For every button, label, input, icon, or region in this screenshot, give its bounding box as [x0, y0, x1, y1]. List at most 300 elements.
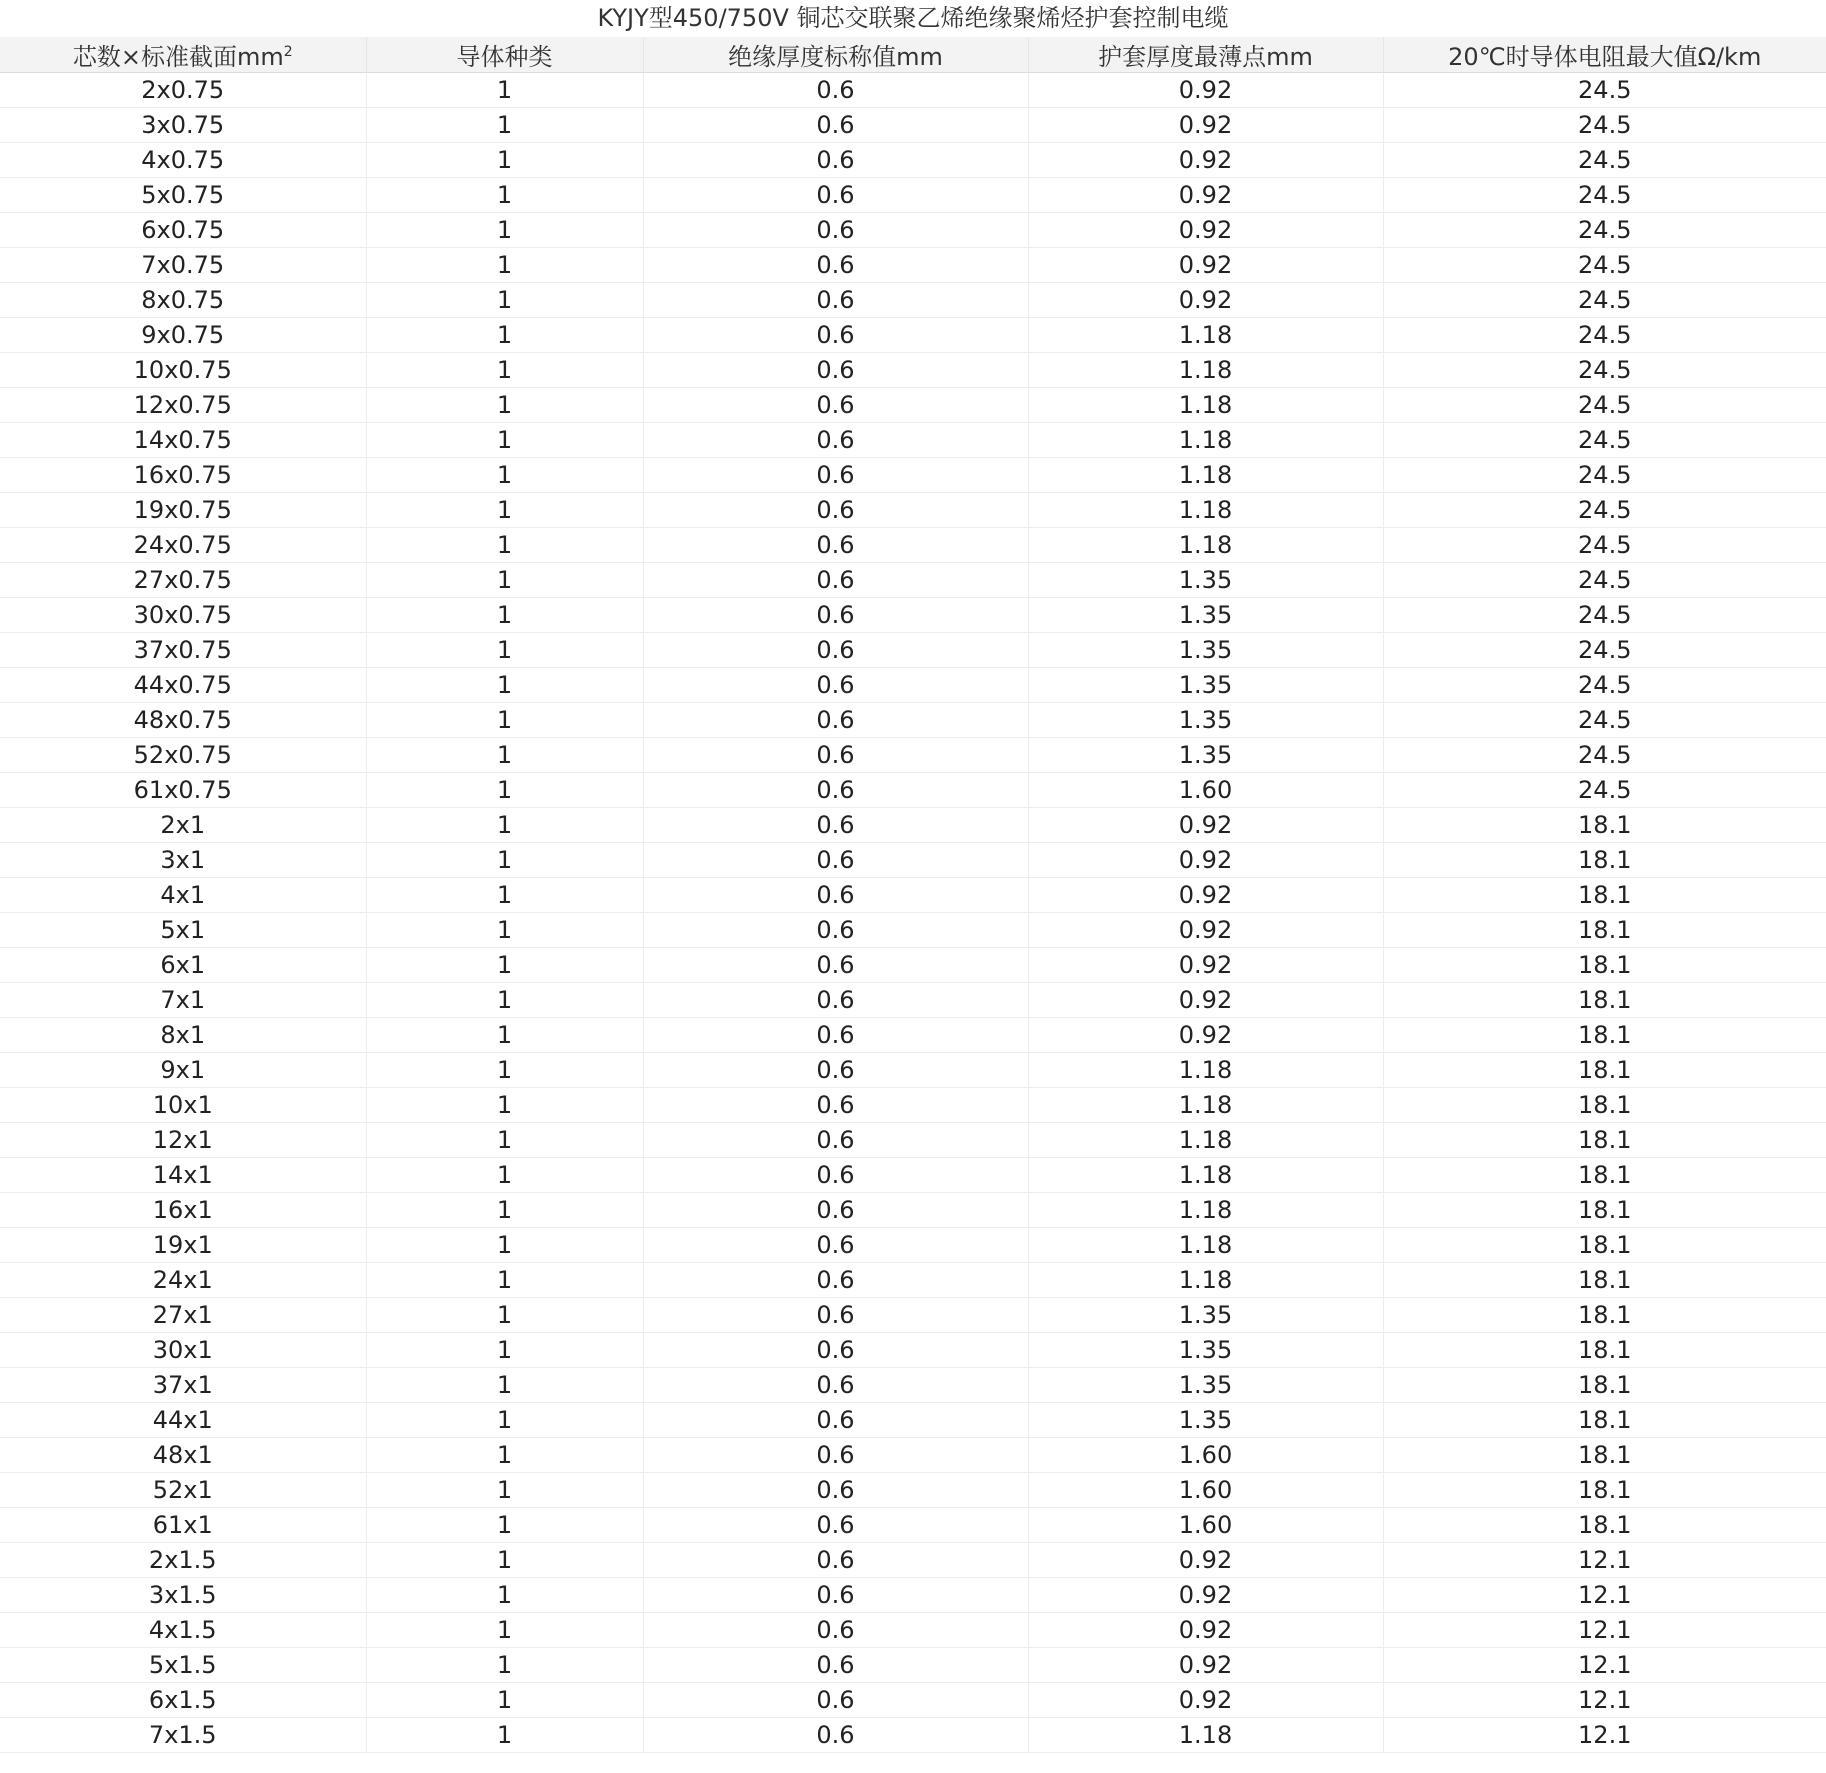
cell-spec: 10x1 [0, 1088, 366, 1123]
cell-spec: 14x1 [0, 1158, 366, 1193]
cell-spec: 61x1 [0, 1508, 366, 1543]
header-conductor-class: 导体种类 [366, 37, 643, 73]
cell-resistance: 12.1 [1383, 1683, 1826, 1718]
cell-resistance: 24.5 [1383, 353, 1826, 388]
cell-sheath: 1.18 [1028, 1088, 1383, 1123]
table-row [0, 73, 1826, 108]
cell-conductor-class: 1 [366, 703, 643, 738]
cell-sheath: 1.18 [1028, 1228, 1383, 1263]
header-sheath-thickness: 护套厚度最薄点mm [1028, 37, 1383, 73]
cell-resistance: 18.1 [1383, 913, 1826, 948]
cell-insulation: 0.6 [643, 1683, 1028, 1718]
cell-insulation: 0.6 [643, 1158, 1028, 1193]
cell-spec: 8x1 [0, 1018, 366, 1053]
cell-spec: 27x0.75 [0, 563, 366, 598]
cell-sheath: 1.35 [1028, 1368, 1383, 1403]
cell-insulation: 0.6 [643, 528, 1028, 563]
table-row [0, 1543, 1826, 1578]
cell-insulation: 0.6 [643, 213, 1028, 248]
cell-resistance: 12.1 [1383, 1648, 1826, 1683]
cell-sheath: 0.92 [1028, 1683, 1383, 1718]
table-row [0, 353, 1826, 388]
cell-insulation: 0.6 [643, 353, 1028, 388]
cell-resistance: 18.1 [1383, 1088, 1826, 1123]
cell-sheath: 1.35 [1028, 668, 1383, 703]
cell-resistance: 24.5 [1383, 318, 1826, 353]
cell-spec: 19x1 [0, 1228, 366, 1263]
cell-conductor-class: 1 [366, 528, 643, 563]
cell-conductor-class: 1 [366, 458, 643, 493]
cell-resistance: 24.5 [1383, 738, 1826, 773]
cell-insulation: 0.6 [643, 598, 1028, 633]
table-row [0, 1298, 1826, 1333]
cell-insulation: 0.6 [643, 1263, 1028, 1298]
header-spec-superscript: 2 [283, 44, 293, 60]
cell-resistance: 24.5 [1383, 633, 1826, 668]
cell-sheath: 1.35 [1028, 1298, 1383, 1333]
cell-resistance: 24.5 [1383, 493, 1826, 528]
cell-spec: 6x1 [0, 948, 366, 983]
cell-sheath: 1.35 [1028, 1403, 1383, 1438]
cell-resistance: 24.5 [1383, 108, 1826, 143]
cell-conductor-class: 1 [366, 1543, 643, 1578]
table-row [0, 1053, 1826, 1088]
cell-resistance: 12.1 [1383, 1578, 1826, 1613]
cell-conductor-class: 1 [366, 108, 643, 143]
cell-conductor-class: 1 [366, 563, 643, 598]
cell-conductor-class: 1 [366, 948, 643, 983]
table-row [0, 1368, 1826, 1403]
table-row [0, 1403, 1826, 1438]
table-row [0, 423, 1826, 458]
cell-resistance: 18.1 [1383, 1473, 1826, 1508]
cell-spec: 52x0.75 [0, 738, 366, 773]
cell-spec: 7x1 [0, 983, 366, 1018]
cell-resistance: 12.1 [1383, 1718, 1826, 1753]
cell-sheath: 0.92 [1028, 1578, 1383, 1613]
table-row [0, 983, 1826, 1018]
cell-conductor-class: 1 [366, 248, 643, 283]
table-row [0, 843, 1826, 878]
cell-sheath: 1.35 [1028, 1333, 1383, 1368]
cell-spec: 5x1.5 [0, 1648, 366, 1683]
cell-conductor-class: 1 [366, 1648, 643, 1683]
cell-sheath: 1.18 [1028, 1158, 1383, 1193]
cell-spec: 14x0.75 [0, 423, 366, 458]
cell-insulation: 0.6 [643, 878, 1028, 913]
cell-sheath: 1.35 [1028, 703, 1383, 738]
cell-insulation: 0.6 [643, 1613, 1028, 1648]
cell-sheath: 0.92 [1028, 178, 1383, 213]
header-conductor-resistance: 20℃时导体电阻最大值Ω/km [1383, 37, 1826, 73]
cell-spec: 4x0.75 [0, 143, 366, 178]
table-row [0, 178, 1826, 213]
table-row [0, 1088, 1826, 1123]
cell-conductor-class: 1 [366, 878, 643, 913]
cell-resistance: 24.5 [1383, 388, 1826, 423]
cell-resistance: 18.1 [1383, 1018, 1826, 1053]
table-row [0, 1018, 1826, 1053]
cell-insulation: 0.6 [643, 178, 1028, 213]
cell-resistance: 18.1 [1383, 1123, 1826, 1158]
cell-resistance: 24.5 [1383, 248, 1826, 283]
cell-conductor-class: 1 [366, 1718, 643, 1753]
cell-insulation: 0.6 [643, 318, 1028, 353]
cell-sheath: 0.92 [1028, 108, 1383, 143]
cell-resistance: 24.5 [1383, 528, 1826, 563]
cell-sheath: 0.92 [1028, 1543, 1383, 1578]
cell-resistance: 24.5 [1383, 458, 1826, 493]
cell-sheath: 0.92 [1028, 1648, 1383, 1683]
cell-conductor-class: 1 [366, 1368, 643, 1403]
cell-spec: 24x1 [0, 1263, 366, 1298]
cell-insulation: 0.6 [643, 1718, 1028, 1753]
cell-insulation: 0.6 [643, 1543, 1028, 1578]
cell-sheath: 0.92 [1028, 73, 1383, 108]
cell-sheath: 0.92 [1028, 1613, 1383, 1648]
cell-spec: 37x0.75 [0, 633, 366, 668]
cell-sheath: 1.18 [1028, 423, 1383, 458]
table-row [0, 563, 1826, 598]
cell-insulation: 0.6 [643, 703, 1028, 738]
table-row [0, 703, 1826, 738]
cell-conductor-class: 1 [366, 493, 643, 528]
cell-insulation: 0.6 [643, 1438, 1028, 1473]
cell-resistance: 18.1 [1383, 1158, 1826, 1193]
cell-spec: 16x1 [0, 1193, 366, 1228]
table-row [0, 1648, 1826, 1683]
cell-insulation: 0.6 [643, 143, 1028, 178]
table-row [0, 808, 1826, 843]
cell-insulation: 0.6 [643, 808, 1028, 843]
cell-sheath: 0.92 [1028, 283, 1383, 318]
cell-conductor-class: 1 [366, 1263, 643, 1298]
cell-resistance: 18.1 [1383, 1403, 1826, 1438]
table-row [0, 213, 1826, 248]
cell-spec: 6x0.75 [0, 213, 366, 248]
cell-insulation: 0.6 [643, 773, 1028, 808]
cell-insulation: 0.6 [643, 1333, 1028, 1368]
cell-insulation: 0.6 [643, 1088, 1028, 1123]
table-row [0, 1508, 1826, 1543]
cell-resistance: 24.5 [1383, 178, 1826, 213]
cell-spec: 9x0.75 [0, 318, 366, 353]
table-title: KYJY型450/750V 铜芯交联聚乙烯绝缘聚烯烃护套控制电缆 [0, 0, 1826, 37]
cell-insulation: 0.6 [643, 563, 1028, 598]
table-row [0, 633, 1826, 668]
cell-conductor-class: 1 [366, 738, 643, 773]
cell-spec: 37x1 [0, 1368, 366, 1403]
cell-sheath: 1.18 [1028, 1193, 1383, 1228]
cell-resistance: 18.1 [1383, 948, 1826, 983]
header-spec [0, 37, 366, 73]
cell-insulation: 0.6 [643, 423, 1028, 458]
table-row [0, 668, 1826, 703]
cell-resistance: 18.1 [1383, 1298, 1826, 1333]
cell-conductor-class: 1 [366, 1088, 643, 1123]
cell-spec: 5x0.75 [0, 178, 366, 213]
cell-spec: 8x0.75 [0, 283, 366, 318]
table-header [0, 37, 1826, 73]
cell-sheath: 1.60 [1028, 1438, 1383, 1473]
cell-sheath: 1.60 [1028, 1473, 1383, 1508]
cell-sheath: 1.35 [1028, 738, 1383, 773]
cell-spec: 19x0.75 [0, 493, 366, 528]
cell-conductor-class: 1 [366, 913, 643, 948]
table-row [0, 388, 1826, 423]
cell-resistance: 24.5 [1383, 668, 1826, 703]
cell-sheath: 1.18 [1028, 528, 1383, 563]
cell-sheath: 0.92 [1028, 843, 1383, 878]
cell-spec: 3x1.5 [0, 1578, 366, 1613]
cell-insulation: 0.6 [643, 913, 1028, 948]
cell-insulation: 0.6 [643, 73, 1028, 108]
cell-sheath: 1.18 [1028, 388, 1383, 423]
cell-conductor-class: 1 [366, 1018, 643, 1053]
cell-sheath: 0.92 [1028, 248, 1383, 283]
cell-resistance: 18.1 [1383, 1053, 1826, 1088]
cell-conductor-class: 1 [366, 1158, 643, 1193]
cell-insulation: 0.6 [643, 1578, 1028, 1613]
cell-sheath: 1.60 [1028, 773, 1383, 808]
cell-conductor-class: 1 [366, 353, 643, 388]
cell-insulation: 0.6 [643, 388, 1028, 423]
cell-insulation: 0.6 [643, 1053, 1028, 1088]
cell-sheath: 1.18 [1028, 318, 1383, 353]
cell-resistance: 24.5 [1383, 773, 1826, 808]
cell-conductor-class: 1 [366, 1123, 643, 1158]
header-row [0, 37, 1826, 73]
cell-spec: 52x1 [0, 1473, 366, 1508]
cell-resistance: 18.1 [1383, 1438, 1826, 1473]
cell-conductor-class: 1 [366, 843, 643, 878]
table-row [0, 1438, 1826, 1473]
cell-insulation: 0.6 [643, 108, 1028, 143]
cell-spec: 4x1.5 [0, 1613, 366, 1648]
table-row [0, 283, 1826, 318]
table-row [0, 1158, 1826, 1193]
cell-spec: 30x0.75 [0, 598, 366, 633]
table-row [0, 773, 1826, 808]
cell-conductor-class: 1 [366, 808, 643, 843]
cell-conductor-class: 1 [366, 1403, 643, 1438]
cell-spec: 2x1 [0, 808, 366, 843]
table-row [0, 1473, 1826, 1508]
table-row [0, 948, 1826, 983]
cell-resistance: 18.1 [1383, 1228, 1826, 1263]
cell-spec: 48x1 [0, 1438, 366, 1473]
cell-conductor-class: 1 [366, 283, 643, 318]
table-body [0, 73, 1826, 1753]
cell-conductor-class: 1 [366, 668, 643, 703]
cell-sheath: 1.18 [1028, 1718, 1383, 1753]
table-row [0, 458, 1826, 493]
cell-insulation: 0.6 [643, 1298, 1028, 1333]
cell-sheath: 0.92 [1028, 143, 1383, 178]
cell-conductor-class: 1 [366, 73, 643, 108]
cell-sheath: 0.92 [1028, 213, 1383, 248]
cell-sheath: 0.92 [1028, 878, 1383, 913]
table-row [0, 143, 1826, 178]
cell-insulation: 0.6 [643, 633, 1028, 668]
cell-spec: 27x1 [0, 1298, 366, 1333]
cell-conductor-class: 1 [366, 1473, 643, 1508]
cell-insulation: 0.6 [643, 1508, 1028, 1543]
cell-spec: 24x0.75 [0, 528, 366, 563]
cell-sheath: 0.92 [1028, 948, 1383, 983]
cell-resistance: 12.1 [1383, 1543, 1826, 1578]
cell-conductor-class: 1 [366, 1438, 643, 1473]
table-row [0, 1683, 1826, 1718]
cell-resistance: 18.1 [1383, 1508, 1826, 1543]
cell-resistance: 18.1 [1383, 1193, 1826, 1228]
cell-conductor-class: 1 [366, 318, 643, 353]
cell-spec: 61x0.75 [0, 773, 366, 808]
cell-sheath: 1.18 [1028, 1053, 1383, 1088]
table-row [0, 878, 1826, 913]
table-row [0, 1193, 1826, 1228]
cell-insulation: 0.6 [643, 458, 1028, 493]
cell-resistance: 18.1 [1383, 843, 1826, 878]
cell-resistance: 24.5 [1383, 423, 1826, 458]
table-row [0, 1333, 1826, 1368]
cell-sheath: 1.18 [1028, 458, 1383, 493]
cell-resistance: 24.5 [1383, 563, 1826, 598]
cell-sheath: 1.35 [1028, 598, 1383, 633]
cell-spec: 4x1 [0, 878, 366, 913]
cell-conductor-class: 1 [366, 983, 643, 1018]
cell-conductor-class: 1 [366, 213, 643, 248]
cell-spec: 6x1.5 [0, 1683, 366, 1718]
cell-spec: 44x0.75 [0, 668, 366, 703]
cell-conductor-class: 1 [366, 633, 643, 668]
cell-insulation: 0.6 [643, 1193, 1028, 1228]
cell-insulation: 0.6 [643, 668, 1028, 703]
cell-spec: 9x1 [0, 1053, 366, 1088]
cell-insulation: 0.6 [643, 283, 1028, 318]
cell-sheath: 1.35 [1028, 563, 1383, 598]
cell-insulation: 0.6 [643, 493, 1028, 528]
cell-resistance: 18.1 [1383, 983, 1826, 1018]
cell-conductor-class: 1 [366, 1053, 643, 1088]
cell-insulation: 0.6 [643, 1018, 1028, 1053]
cell-conductor-class: 1 [366, 773, 643, 808]
cell-conductor-class: 1 [366, 1333, 643, 1368]
cell-insulation: 0.6 [643, 1473, 1028, 1508]
cell-spec: 30x1 [0, 1333, 366, 1368]
cell-insulation: 0.6 [643, 1368, 1028, 1403]
cell-insulation: 0.6 [643, 983, 1028, 1018]
cell-resistance: 18.1 [1383, 878, 1826, 913]
cell-conductor-class: 1 [366, 1613, 643, 1648]
cell-conductor-class: 1 [366, 423, 643, 458]
table-row [0, 913, 1826, 948]
cell-sheath: 0.92 [1028, 808, 1383, 843]
table-row [0, 1578, 1826, 1613]
cell-conductor-class: 1 [366, 1578, 643, 1613]
cell-conductor-class: 1 [366, 178, 643, 213]
cell-conductor-class: 1 [366, 388, 643, 423]
cell-conductor-class: 1 [366, 1298, 643, 1333]
cell-conductor-class: 1 [366, 598, 643, 633]
cell-sheath: 1.60 [1028, 1508, 1383, 1543]
cell-spec: 3x0.75 [0, 108, 366, 143]
cell-resistance: 18.1 [1383, 1368, 1826, 1403]
header-insulation-thickness: 绝缘厚度标称值mm [643, 37, 1028, 73]
cell-sheath: 0.92 [1028, 1018, 1383, 1053]
table-row [0, 1613, 1826, 1648]
cell-spec: 12x0.75 [0, 388, 366, 423]
cell-spec: 16x0.75 [0, 458, 366, 493]
table-row [0, 1263, 1826, 1298]
cell-insulation: 0.6 [643, 948, 1028, 983]
cell-sheath: 1.18 [1028, 493, 1383, 528]
cell-resistance: 12.1 [1383, 1613, 1826, 1648]
cell-conductor-class: 1 [366, 1228, 643, 1263]
cell-conductor-class: 1 [366, 143, 643, 178]
cell-spec: 48x0.75 [0, 703, 366, 738]
header-spec-label: 芯数×标准截面mm [72, 43, 284, 71]
cell-insulation: 0.6 [643, 1648, 1028, 1683]
cell-resistance: 18.1 [1383, 1333, 1826, 1368]
cell-spec: 10x0.75 [0, 353, 366, 388]
cell-insulation: 0.6 [643, 1403, 1028, 1438]
cell-conductor-class: 1 [366, 1683, 643, 1718]
cell-resistance: 18.1 [1383, 808, 1826, 843]
table-row [0, 493, 1826, 528]
cell-resistance: 24.5 [1383, 213, 1826, 248]
cell-resistance: 24.5 [1383, 283, 1826, 318]
cell-spec: 44x1 [0, 1403, 366, 1438]
table-row [0, 598, 1826, 633]
cell-spec: 2x1.5 [0, 1543, 366, 1578]
cell-sheath: 1.18 [1028, 1123, 1383, 1158]
table-row [0, 108, 1826, 143]
cell-spec: 7x1.5 [0, 1718, 366, 1753]
cell-resistance: 24.5 [1383, 143, 1826, 178]
cell-resistance: 18.1 [1383, 1263, 1826, 1298]
table-row [0, 528, 1826, 563]
cell-insulation: 0.6 [643, 248, 1028, 283]
cell-spec: 3x1 [0, 843, 366, 878]
cell-spec: 5x1 [0, 913, 366, 948]
table-row [0, 1123, 1826, 1158]
cell-insulation: 0.6 [643, 738, 1028, 773]
cell-insulation: 0.6 [643, 1123, 1028, 1158]
table-row [0, 318, 1826, 353]
cell-sheath: 1.18 [1028, 1263, 1383, 1298]
cell-sheath: 1.18 [1028, 353, 1383, 388]
table-row [0, 248, 1826, 283]
cell-spec: 12x1 [0, 1123, 366, 1158]
cell-conductor-class: 1 [366, 1193, 643, 1228]
cell-spec: 7x0.75 [0, 248, 366, 283]
cell-spec: 2x0.75 [0, 73, 366, 108]
cell-conductor-class: 1 [366, 1508, 643, 1543]
table-row [0, 1228, 1826, 1263]
cable-spec-table [0, 37, 1826, 1753]
cell-sheath: 0.92 [1028, 913, 1383, 948]
table-row [0, 738, 1826, 773]
cell-sheath: 1.35 [1028, 633, 1383, 668]
cell-sheath: 0.92 [1028, 983, 1383, 1018]
cell-insulation: 0.6 [643, 1228, 1028, 1263]
cell-resistance: 24.5 [1383, 703, 1826, 738]
cell-resistance: 24.5 [1383, 598, 1826, 633]
cell-resistance: 24.5 [1383, 73, 1826, 108]
cell-insulation: 0.6 [643, 843, 1028, 878]
table-row [0, 1718, 1826, 1753]
